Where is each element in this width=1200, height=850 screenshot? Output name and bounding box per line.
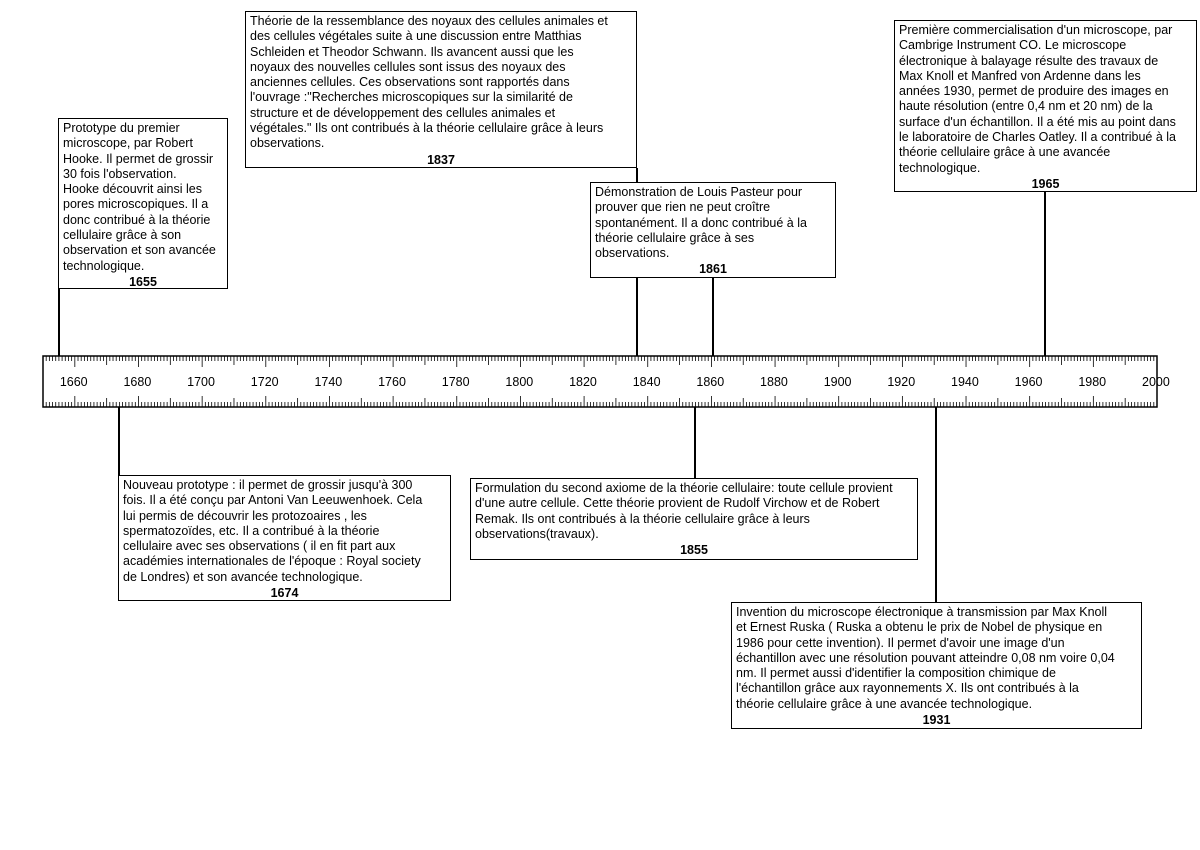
year-label-1740: 1740 <box>314 375 343 389</box>
event-description: Prototype du premier microscope, par Robert Hooke. Il permet de grossir 30 fois l'observation. Hooke découvrit ainsi les pores microscopiques. Il a donc contribué à la théorie cellulaire grâce à son observation et son avancée technologique. <box>63 121 216 273</box>
event-box-1965 <box>894 20 1197 192</box>
event-year: 1965 <box>1031 176 1060 191</box>
year-label-1700: 1700 <box>187 375 215 389</box>
year-label-1720: 1720 <box>250 375 279 389</box>
event-year: 1931 <box>922 713 951 728</box>
event-year: 1837 <box>427 152 455 167</box>
event-box-1655 <box>58 118 228 289</box>
year-label-1880: 1880 <box>760 375 788 389</box>
event-box-1674 <box>118 475 451 601</box>
year-label-1920: 1920 <box>887 375 916 389</box>
year-label-1960: 1960 <box>1014 375 1043 389</box>
year-label-2000: 2000 <box>1142 375 1170 389</box>
event-description: Formulation du second axiome de la théorie cellulaire: toute cellule provient d'une autre cellule. Cette théorie provient de Rudolf Virchow et de Robert Remak. Ils ont contribués à la théorie cellulaire grâce à leurs observations(travaux). <box>475 481 893 541</box>
year-label-1840: 1840 <box>632 375 661 389</box>
connector-1855 <box>694 407 696 479</box>
year-label-1760: 1760 <box>378 375 406 389</box>
event-box-1855 <box>470 478 918 560</box>
event-year: 1861 <box>699 262 727 277</box>
event-year: 1674 <box>270 586 299 601</box>
year-label-1900: 1900 <box>823 375 852 389</box>
event-year: 1655 <box>129 274 157 289</box>
event-description: Théorie de la ressemblance des noyaux des cellules animales et des cellules végétales suite à une discussion entre Matthias Schleiden et Theodor Schwann. Ils avancent aussi que les noyaux des nouvelles cellules sont issus des noyaux des anciennes cellules. Ces observations sont rapportés dans l'ouvrage :"Recherches microscopiques sur la similarité de structure et de développement des cellules animales et végétales." Ils ont contribués à la théorie cellulaire grâce à leurs observations. <box>250 14 608 151</box>
connector-1655 <box>58 288 60 356</box>
event-description: Nouveau prototype : il permet de grossir jusqu'à 300 fois. Il a été conçu par Antoni Van Leeuwenhoek. Cela lui permis de découvrir les protozoaires , les spermatozoïdes, etc. Il a contribué à la théorie cellulaire avec ses observations ( il en fit part aux académies internationales de l'époque : Royal society de Londres) et son avancée technologique. <box>123 478 423 584</box>
year-label-1800: 1800 <box>505 375 534 389</box>
event-box-1931 <box>731 602 1142 729</box>
year-label-1940: 1940 <box>951 375 979 389</box>
year-label-1980: 1980 <box>1078 375 1107 389</box>
year-label-1660: 1660 <box>59 375 88 389</box>
year-label-1780: 1780 <box>441 375 470 389</box>
year-label-1680: 1680 <box>123 375 152 389</box>
year-label-1860: 1860 <box>696 375 725 389</box>
event-year: 1855 <box>680 543 708 558</box>
year-label-1820: 1820 <box>569 375 597 389</box>
event-box-1837 <box>245 11 637 168</box>
event-description: Démonstration de Louis Pasteur pour prouver que rien ne peut croître spontanément. Il a donc contribué à la théorie cellulaire grâce à ses observations. <box>595 185 807 261</box>
event-description: Première commercialisation d'un microscope, par Cambrige Instrument CO. Le microscope électronique à balayage résulte des travaux de Max Knoll et Manfred von Ardenne dans les années 1930, permet de produire des images en haute résolution (entre 0,4 nm et 20 nm) de la surface d'un échantillon. Il a été mis au point dans le laboratoire de Charles Oatley. Il a contribué à la théorie cellulaire grâce à une avancée technologique. <box>899 23 1177 175</box>
connector-1861 <box>712 277 714 356</box>
connector-1674 <box>118 407 120 476</box>
event-description: Invention du microscope électronique à transmission par Max Knoll et Ernest Ruska ( Ruska a obtenu le prix de Nobel de physique en 1986 pour cette invention). Il permet d'avoir une image d'un échantillon avec une résolution pouvant atteindre 0,08 nm voire 0,04 nm. Il permet aussi d'identifier la composition chimique de l'échantillon grâce aux rayonnements X. Ils ont contribués à la théorie cellulaire grâce à une avancée technologique. <box>736 605 1115 711</box>
connector-1931 <box>935 407 937 603</box>
event-box-1861 <box>590 182 836 278</box>
connector-1965 <box>1044 191 1046 356</box>
